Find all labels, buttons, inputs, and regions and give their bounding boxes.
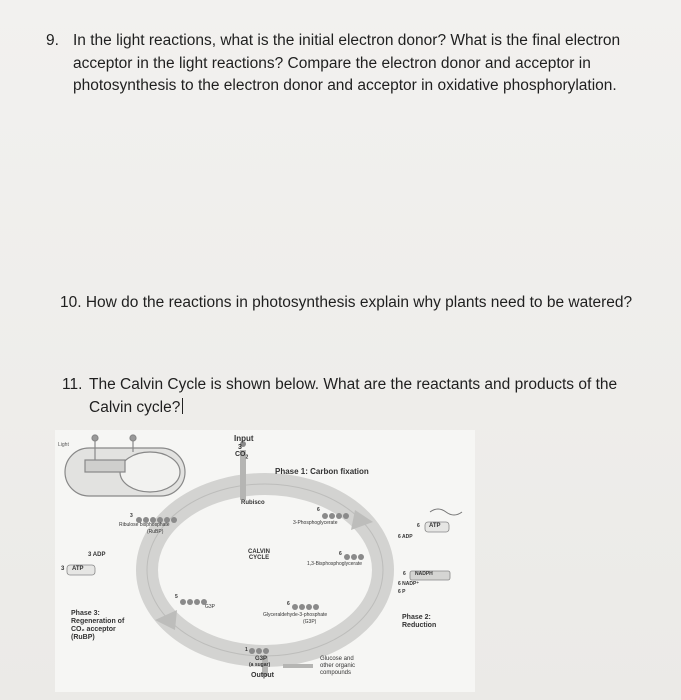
atp-right: ATP — [429, 523, 441, 529]
input-co2: $CO_2$ — [235, 451, 249, 461]
phase3-title: Phase 3: — [71, 610, 100, 617]
question-11-line[interactable]: Calvin cycle? — [89, 397, 662, 420]
phase1-label: Phase 1: Carbon fixation — [275, 467, 369, 476]
question-9-number: 9. — [46, 32, 59, 49]
question-10 — [60, 292, 670, 315]
question-11-number: 11. — [62, 376, 83, 393]
energy-callouts — [67, 509, 462, 580]
phase3-line1: Regeneration of — [71, 618, 125, 625]
question-9-line: photosynthesis to the electron donor and acceptor in oxidative phosphorylation. — [73, 77, 617, 94]
question-10-text: 10. How do the reactions in photosynthesis explain why plants need to be watered? — [60, 294, 633, 311]
nadph-label: NADPH — [415, 571, 433, 577]
phase2-title: Phase 2: — [402, 614, 431, 621]
light-label: Light — [58, 442, 69, 448]
phase3-line2: CO₂ acceptor — [71, 626, 116, 633]
g3p-mid-abbrev: (G3P) — [303, 619, 317, 625]
rubisco-label: Rubisco — [241, 500, 265, 506]
rubp-label: Ribulose bisphosphate — [119, 522, 170, 528]
phase3-line3: (RuBP) — [71, 634, 95, 641]
chloroplast-sketch — [65, 435, 185, 496]
g3p-mid-label: Glyceraldehyde-3-phosphate — [263, 612, 328, 618]
atp-right-count: 6 — [417, 523, 420, 529]
pga-label: 3-Phosphoglycerate — [293, 520, 338, 526]
atp-left: ATP — [72, 566, 84, 572]
input-count: 3 — [238, 444, 242, 451]
output-g3p: G3P — [255, 656, 268, 662]
question-9 — [46, 30, 676, 98]
output-label: Output — [251, 672, 274, 679]
bpg-count: 6 — [339, 551, 342, 557]
question-11-line: The Calvin Cycle is shown below. What are the reactants and products of the — [89, 376, 618, 393]
question-9-line: In the light reactions, what is the initial electron donor? What is the final electron — [73, 32, 621, 49]
question-9-line: acceptor in the light reactions? Compare the electron donor and acceptor in — [73, 54, 591, 72]
glucose-line1: Glucose and — [320, 656, 354, 662]
cycle-ring — [147, 484, 383, 656]
g3p-mid-count: 6 — [287, 601, 290, 607]
atp-left-count: 3 — [61, 566, 65, 572]
phase2-line: Reduction — [402, 622, 437, 629]
text-cursor — [182, 398, 183, 414]
nadp-label: 6 NADP⁺ — [398, 581, 419, 587]
calvin-cycle-diagram — [55, 430, 475, 692]
glucose-line3: compounds — [320, 670, 352, 676]
rubp-count: 3 — [130, 513, 133, 519]
g3p-left: G3P — [205, 604, 216, 610]
question-11[interactable] — [62, 374, 662, 419]
pi-label: 6 P — [398, 589, 406, 595]
input-title: Input — [234, 434, 254, 443]
glucose-line2: other organic — [320, 663, 356, 669]
rubp-abbrev: (RuBP) — [147, 529, 164, 535]
pga-count: 6 — [317, 507, 320, 513]
nadph-count: 6 — [403, 571, 406, 577]
output-count: 1 — [245, 647, 248, 653]
g3p-left-count: 5 — [175, 594, 178, 600]
adp-right: 6 ADP — [398, 534, 413, 540]
calvin-cycle-label: CALVIN CYCLE — [248, 549, 270, 562]
output-sugar: (a sugar) — [249, 662, 271, 668]
bpg-label: 1,3-Bisphosphoglycerate — [307, 561, 363, 567]
adp-left: 3 ADP — [88, 552, 106, 558]
